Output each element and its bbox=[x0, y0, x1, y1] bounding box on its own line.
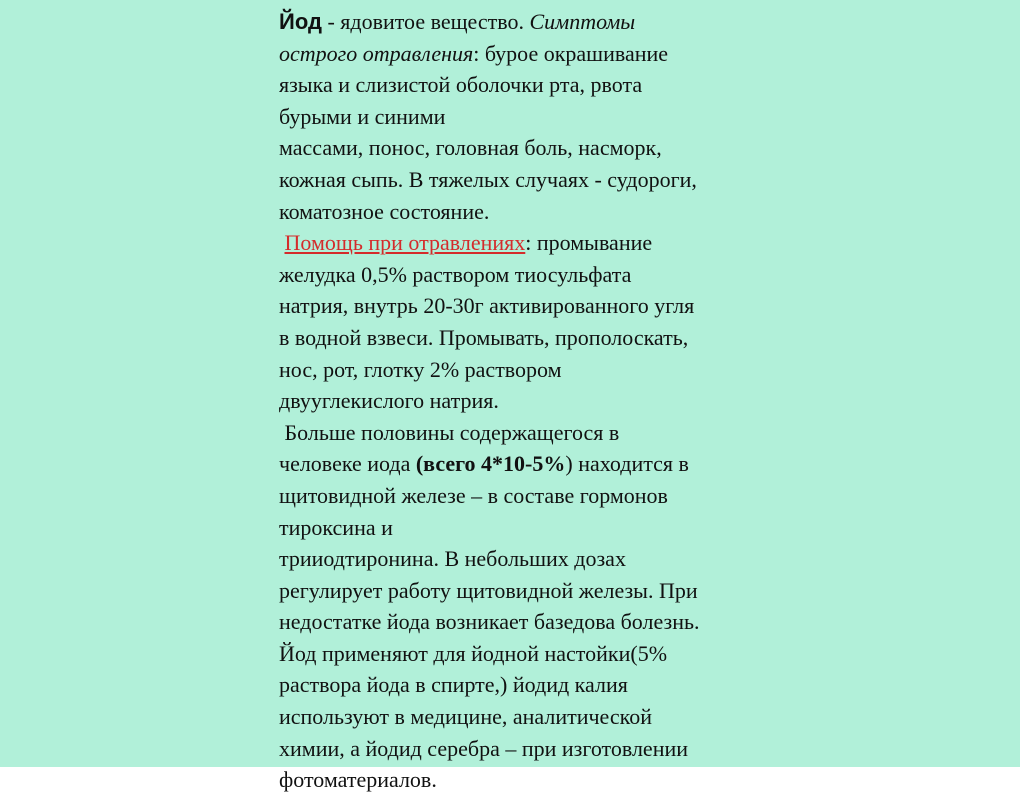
text-span: - ядовитое вещество. bbox=[321, 9, 530, 34]
text-line: тироксина и bbox=[279, 514, 393, 540]
text-line: в водной взвеси. Промывать, прополоскать, bbox=[279, 324, 689, 350]
text-line: натрия, внутрь 20-30г активированного угля bbox=[279, 293, 695, 319]
text-line: регулирует работу щитовидной железы. При bbox=[279, 577, 698, 603]
text-line: фотоматериалов. bbox=[279, 767, 437, 793]
text-line: раствора йода в спирте,) йодид калия bbox=[279, 672, 628, 698]
text-line: используют в медицине, аналитической bbox=[279, 704, 652, 730]
text-line: массами, понос, головная боль, насморк, bbox=[279, 135, 662, 161]
text-block bbox=[279, 6, 779, 796]
first-aid-link[interactable]: Помощь при отравлениях bbox=[284, 230, 526, 256]
text-line: недостатке йода возникает базедова болезнь. bbox=[279, 609, 700, 635]
text-line: кожная сыпь. В тяжелых случаях - судороги, bbox=[279, 166, 697, 192]
text-line: щитовидной железе – в составе гормонов bbox=[279, 482, 668, 508]
text-line bbox=[279, 6, 779, 38]
iodine-title: Йод bbox=[279, 9, 322, 34]
text-line: двууглекислого натрия. bbox=[279, 388, 499, 414]
text-span: человеке иода bbox=[279, 451, 416, 477]
text-span: ) находится в bbox=[565, 451, 689, 477]
text-line: Больше половины содержащегося в bbox=[279, 419, 620, 445]
text-line: химии, а йодид серебра – при изготовлении bbox=[279, 735, 689, 761]
text-line bbox=[279, 227, 779, 259]
text-span: : промывание bbox=[525, 230, 653, 256]
text-line: трииодтиронина. В небольших дозах bbox=[279, 546, 626, 572]
text-line: языка и слизистой оболочки рта, рвота bbox=[279, 72, 643, 98]
symptoms-label: Симптомы bbox=[529, 9, 636, 34]
text-line: желудка 0,5% раствором тиосульфата bbox=[279, 261, 632, 287]
text-line bbox=[279, 38, 779, 70]
text-span: : бурое окрашивание bbox=[473, 40, 669, 66]
text-line: бурыми и синими bbox=[279, 103, 446, 129]
text-line bbox=[279, 448, 779, 480]
iodine-amount: (всего 4*10-5% bbox=[415, 451, 566, 477]
symptoms-label: острого отравления bbox=[279, 40, 474, 66]
text-line: Йод применяют для йодной настойки(5% bbox=[279, 640, 668, 666]
text-line: нос, рот, глотку 2% раствором bbox=[279, 356, 562, 382]
text-line: коматозное состояние. bbox=[279, 198, 490, 224]
